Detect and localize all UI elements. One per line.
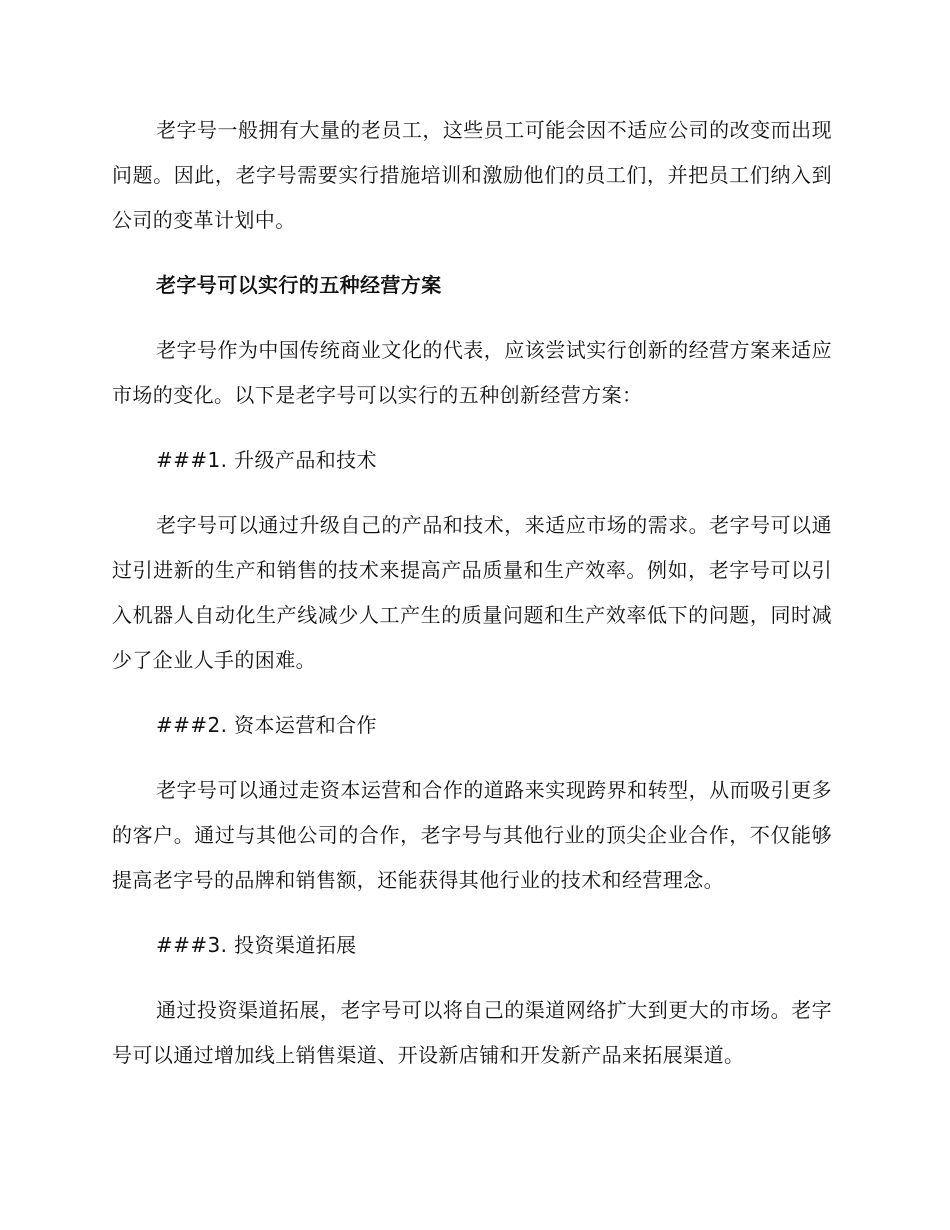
paragraph-channel-expansion: 通过投资渠道拓展，老字号可以将自己的渠道网络扩大到更大的市场。老字号可以通过增加线上销售渠道、开设新店铺和开发新产品来拓展渠道。 [112, 998, 832, 1067]
paragraph-intro-plans: 老字号作为中国传统商业文化的代表，应该尝试实行创新的经营方案来适应市场的变化。以下是老字号可以实行的五种创新经营方案： [112, 338, 832, 407]
subheading-upgrade-products: ###1. 升级产品和技术 [156, 448, 377, 472]
document-page [112, 108, 832, 1098]
section-heading-five-plans: 老字号可以实行的五种经营方案 [156, 273, 442, 297]
paragraph-staff: 老字号一般拥有大量的老员工，这些员工可能会因不适应公司的改变而出现问题。因此，老字号需要实行措施培训和激励他们的员工们，并把员工们纳入到公司的变革计划中。 [112, 118, 832, 232]
subheading-capital-cooperation: ###2. 资本运营和合作 [156, 713, 377, 737]
paragraph-capital-cooperation: 老字号可以通过走资本运营和合作的道路来实现跨界和转型，从而吸引更多的客户。通过与其他公司的合作，老字号与其他行业的顶尖企业合作，不仅能够提高老字号的品牌和销售额，还能获得其他行业的技术和经营理念。 [112, 778, 832, 892]
paragraph-upgrade-products: 老字号可以通过升级自己的产品和技术，来适应市场的需求。老字号可以通过引进新的生产和销售的技术来提高产品质量和生产效率。例如，老字号可以引入机器人自动化生产线减少人工产生的质量问题和生产效率低下的问题，同时减少了企业人手的困难。 [112, 513, 832, 672]
subheading-channel-expansion: ###3. 投资渠道拓展 [156, 933, 357, 957]
